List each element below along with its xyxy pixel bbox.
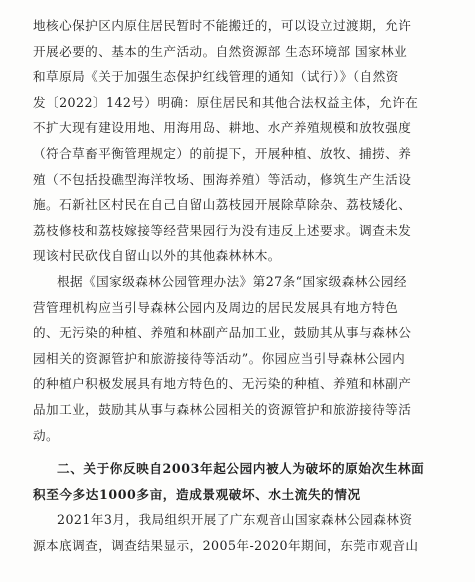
text-line: 园相关的资源管护和旅游接待等活动”。你园应当引导森林公园内 bbox=[33, 350, 406, 366]
paragraph-transition-period bbox=[33, 13, 451, 269]
text-line: 根据《国家级森林公园管理办法》第27条“国家级森林公园经 bbox=[57, 273, 407, 289]
text-line: 开展必要的、基本的生产活动。自然资源部 生态环境部 国家林业 bbox=[33, 43, 408, 59]
text-line: 品加工业，鼓励其从事与森林公园相关的资源管护和旅游接待等活 bbox=[33, 401, 412, 417]
paragraph-survey bbox=[33, 507, 451, 558]
text-line: 殖（不包括投礁型海洋牧场、围海养殖）等活动，修筑生产生活设 bbox=[33, 171, 412, 187]
text-line: 现该村民砍伐自留山以外的其他森林林木。 bbox=[33, 248, 281, 264]
text-line: 营管理机构应当引导森林公园内及周边的居民发展具有地方特色 bbox=[33, 299, 399, 315]
heading-line: 积至今多达1000多亩，造成景观破坏、水土流失的情况 bbox=[33, 486, 361, 502]
text-line: 动。 bbox=[33, 427, 60, 443]
text-line: 2021年3月，我局组织开展了广东观音山国家森林公园森林资 bbox=[57, 512, 413, 528]
section-heading bbox=[33, 456, 451, 507]
text-line: 源本底调查，调查结果显示，2005年-2020年期间，东莞市观音山 bbox=[33, 537, 419, 553]
paragraph-forest-park-regulation bbox=[33, 269, 451, 448]
heading-line: 二、关于你反映自2003年起公园内被人为破坏的原始次生林面 bbox=[57, 461, 425, 477]
text-line: 的种植户积极发展具有地方特色的、无污染的种植、养殖和林副产 bbox=[33, 376, 412, 392]
text-line: 发〔2022〕142号）明确：原住居民和其他合法权益主体，允许在 bbox=[33, 94, 419, 110]
text-line: 的、无污染的种植、养殖和林副产品加工业，鼓励其从事与森林公 bbox=[33, 325, 412, 341]
text-line: 不扩大现有建设用地、用海用岛、耕地、水产养殖规模和放牧强度 bbox=[33, 120, 412, 136]
text-line: 和草原局《关于加强生态保护红线管理的通知（试行）》（自然资 bbox=[33, 69, 399, 85]
text-line: 地核心保护区内原住居民暂时不能搬迁的，可以设立过渡期，允许 bbox=[33, 18, 412, 33]
text-line: 荔枝修枝和荔枝嫁接等经营果园行为没有违反上述要求。调查未发 bbox=[33, 222, 412, 238]
text-line: （符合草畜平衡管理规定）的前提下，开展种植、放牧、捕捞、养 bbox=[33, 145, 412, 161]
text-line: 施。石新社区村民在自己自留山荔枝园开展除草除杂、荔枝矮化、 bbox=[33, 197, 412, 213]
spacer bbox=[33, 448, 451, 456]
